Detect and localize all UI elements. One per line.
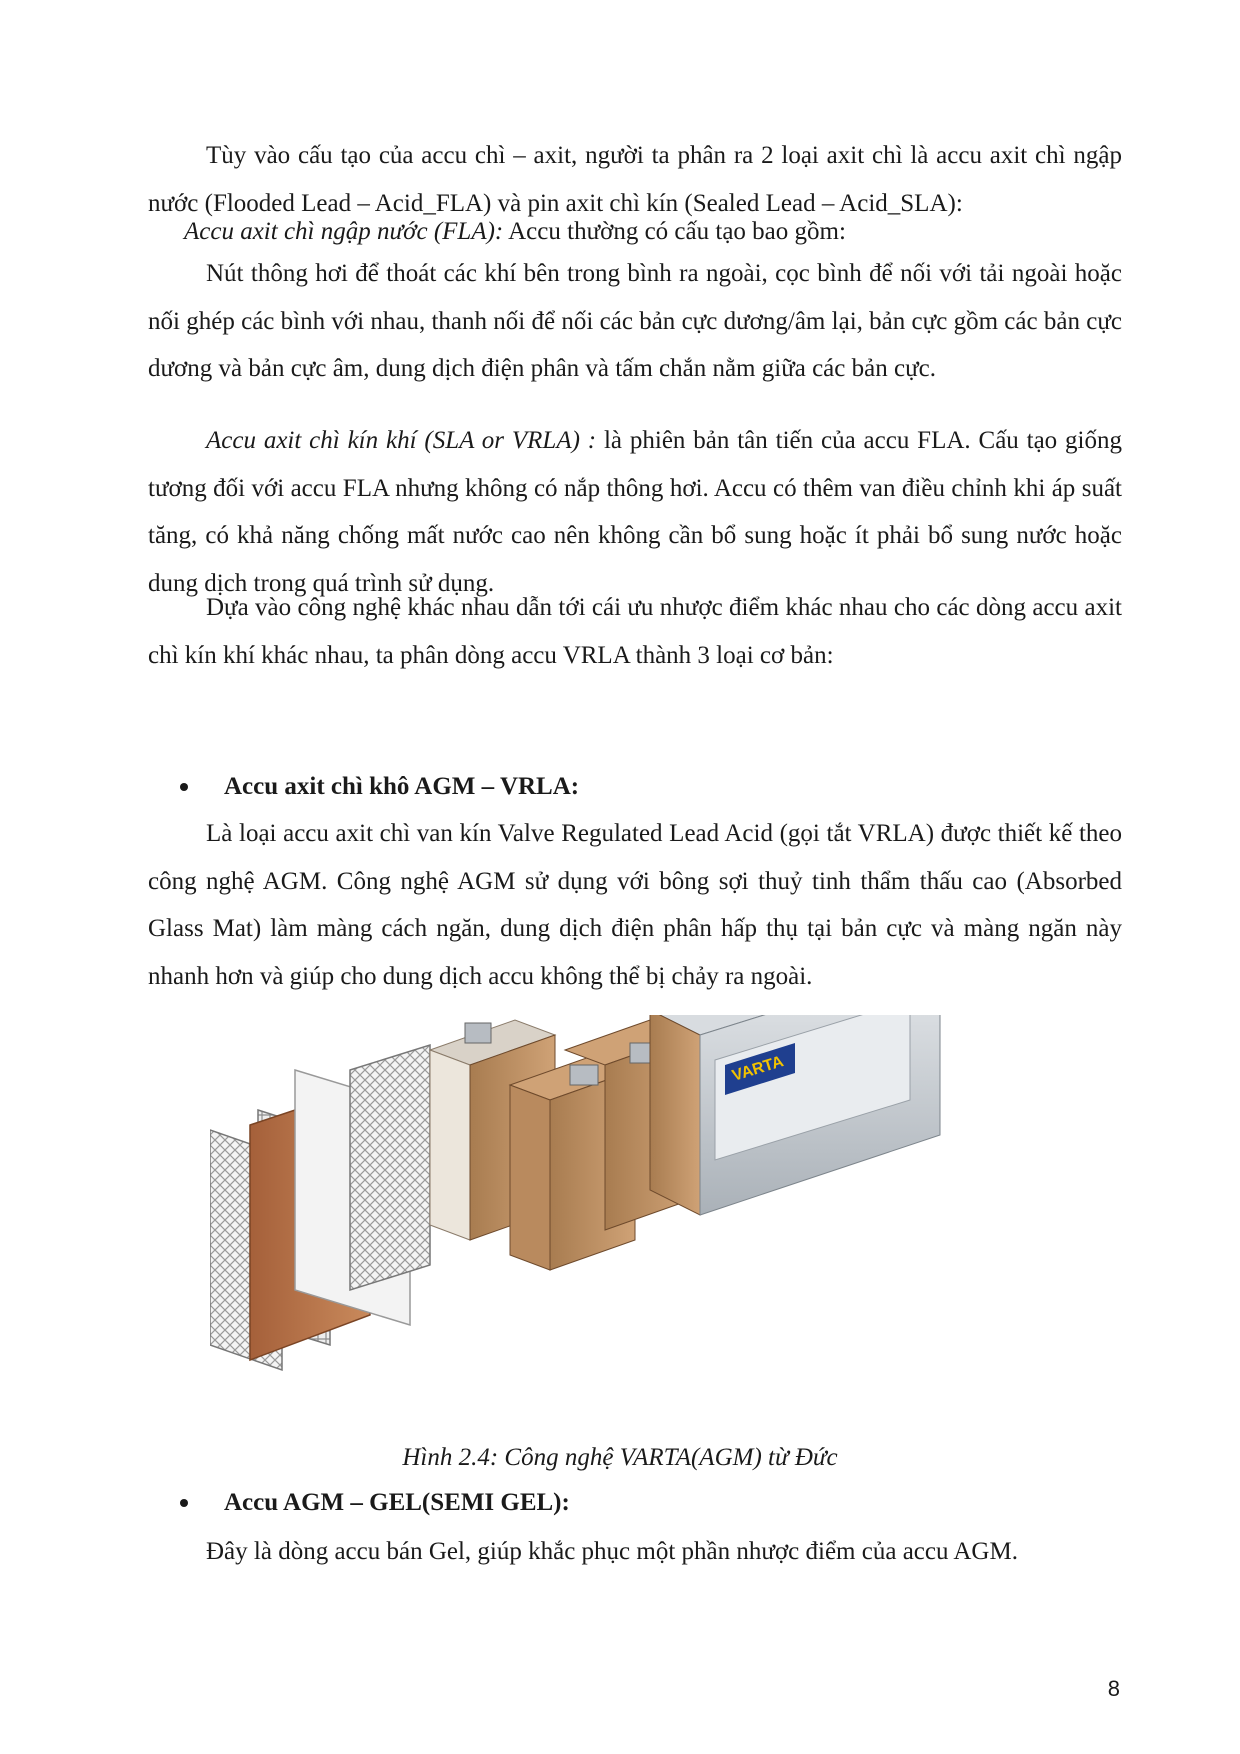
mesh-grid-panel (350, 1045, 430, 1290)
paragraph-agm: Là loại accu axit chì van kín Valve Regulated Lead Acid (gọi tắt VRLA) được thiết kế theo công nghệ AGM. Công nghệ AGM sử dụng với bông sợi thuỷ tinh thẩm thấu cao (Absorbed Glass Mat) làm màng cách ngăn, dung dịch điện phân hấp thụ tại bản cực và màng ngăn này nhanh hơn và giúp cho dung dịch accu không thể bị chảy ra ngoài. (148, 820, 1122, 990)
paragraph-agm-gel: Đây là dòng accu bán Gel, giúp khắc phục một phần nhược điểm của accu AGM. (206, 1538, 1018, 1565)
paragraph-fla-structure: Nút thông hơi để thoát các khí bên trong bình ra ngoài, cọc bình để nối với tải ngoài hoặc nối ghép các bình với nhau, thanh nối để nối các bản cực dương/âm lại, bản cực gồm các bản cực dương và bản cực âm, dung dịch điện phân và tấm chắn nằm giữa các bản cực. (148, 260, 1122, 382)
paragraph-intro: Tùy vào cấu tạo của accu chì – axit, người ta phân ra 2 loại axit chì là accu axit chì ngập nước (Flooded Lead – Acid_FLA) và pin axit chì kín (Sealed Lead – Acid_SLA): (148, 142, 1122, 217)
page-number: 8 (1107, 1676, 1120, 1701)
paragraph-fla-heading: Accu axit chì ngập nước (FLA): Accu thường có cấu tạo bao gồm: (184, 218, 846, 245)
varta-logo: VARTA (730, 1053, 786, 1085)
figure-caption: Hình 2.4: Công nghệ VARTA(AGM) từ Đức (402, 1444, 838, 1471)
sla-term: Accu axit chì kín khí (SLA or VRLA) : (206, 427, 597, 454)
figure-varta-agm (210, 1015, 1050, 1425)
paragraph-vrla-types: Dựa vào công nghệ khác nhau dẫn tới cái ưu nhược điểm khác nhau cho các dòng accu axit chì kín khí khác nhau, ta phân dòng accu VRLA thành 3 loại cơ bản: (148, 594, 1122, 669)
bullet-dot-icon (180, 783, 188, 791)
fla-term: Accu axit chì ngập nước (FLA): (184, 218, 504, 245)
exploded-battery-illustration (210, 1015, 1050, 1425)
paragraph-sla: Accu axit chì kín khí (SLA or VRLA) : là phiên bản tân tiến của accu FLA. Cấu tạo giống tương đối với accu FLA nhưng không có nắp thông hơi. Accu có thêm van điều chỉnh khi áp suất tăng, có khả năng chống mất nước cao nên không cần bổ sung hoặc ít phải bổ sung nước hoặc dung dịch trong quá trình sử dụng. (148, 427, 1122, 597)
battery-case (650, 1015, 940, 1215)
document-page: Tùy vào cấu tạo của accu chì – axit, người ta phân ra 2 loại axit chì là accu axit chì ngập nước (Flooded Lead – Acid_FLA) và pin axit chì kín (Sealed Lead – Acid_SLA): Accu axit chì ngập nước (FLA): Accu thường có cấu tạo bao gồm: Nút thông hơi để thoát các khí bên trong bình ra ngoài, cọc bình để nối với tải ngoài hoặc nối ghép các bình với nhau, thanh nối để nối các bản cực dương/âm lại, bản cực gồm các bản cực dương và bản cực âm, dung dịch điện phân và tấm chắn nằm giữa các bản cực. Accu axit chì kín khí (SLA or VRLA) : là phiên bản tân tiến của accu FLA. Cấu tạo giống tương đối với accu FLA nhưng không có nắp thông hơi. Accu có thêm van điều chỉnh khi áp suất tăng, có khả năng chống mất nước cao nên không cần bổ sung hoặc ít phải bổ sung nước hoặc dung dịch trong quá trình sử dụng. Dựa vào công nghệ khác nhau dẫn tới cái ưu nhược điểm khác nhau cho các dòng accu axit chì kín khí khác nhau, ta phân dòng accu VRLA thành 3 loại cơ bản: Accu axit chì khô AGM – VRLA: Là loại accu axit chì van kín Valve Regulated Lead Acid (gọi tắt VRLA) được thiết kế theo công nghệ AGM. Công nghệ AGM sử dụng với bông sợi thuỷ tinh thẩm thấu cao (Absorbed Glass Mat) làm màng cách ngăn, dung dịch điện phân hấp thụ tại bản cực và màng ngăn này nhanh hơn và giúp cho dung dịch accu không thể bị chảy ra ngoài. VARTA Hình 2.4: Công nghệ VARTA(AGM) từ Đức Accu AGM – GEL(SEMI GEL): Đây là dòng accu bán Gel, giúp khắc phục một phần nhược điểm của accu AGM. 8 (0, 0, 1240, 1754)
bullet-dot-icon (180, 1499, 188, 1507)
